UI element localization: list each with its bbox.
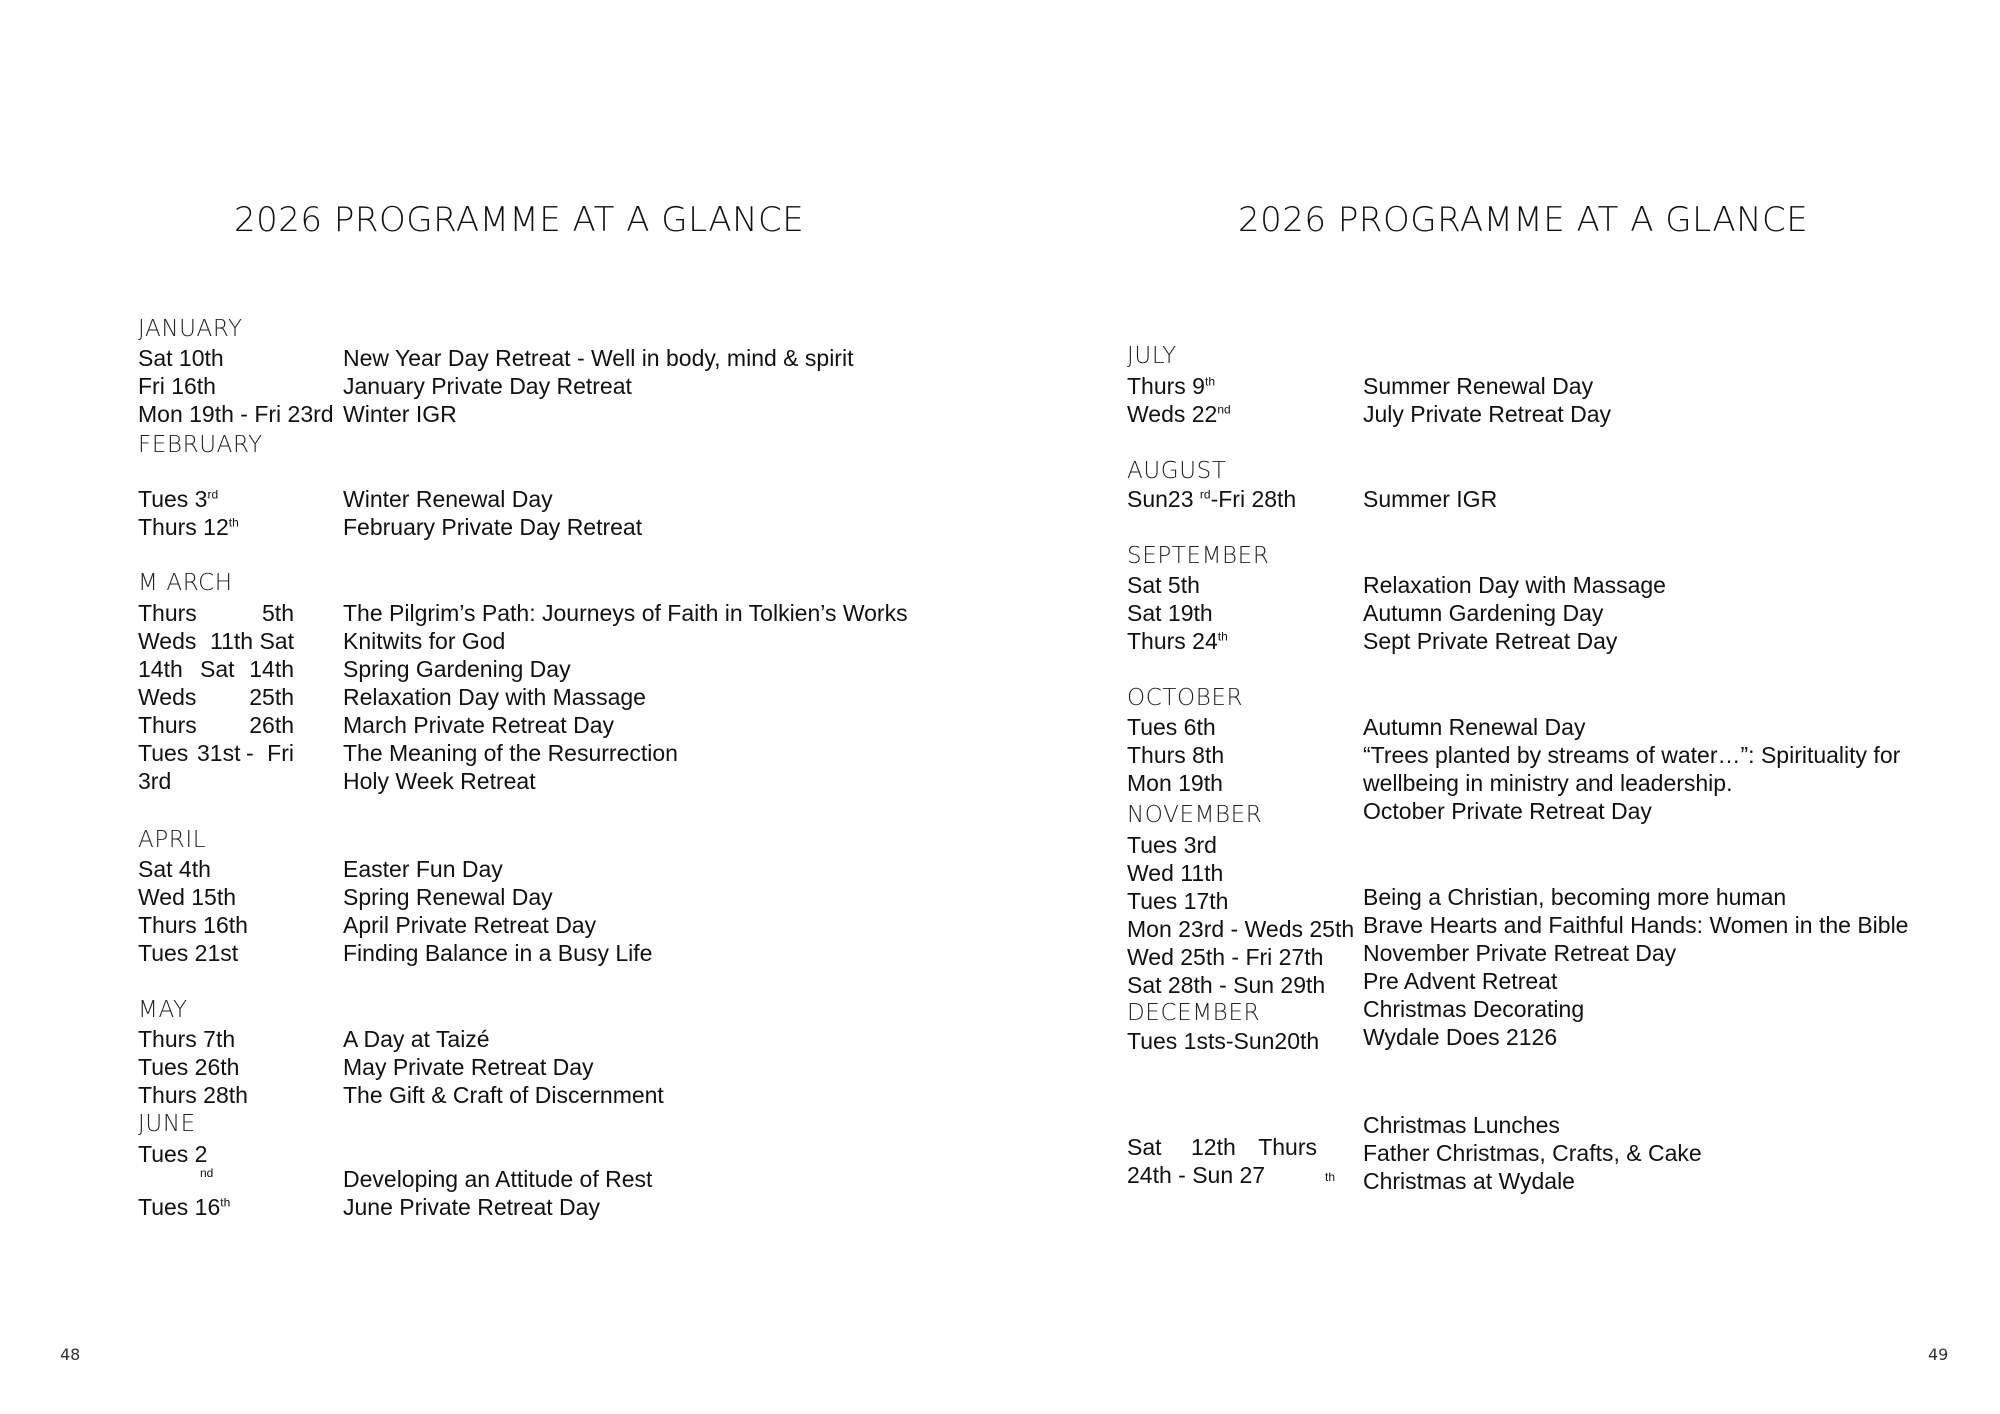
event-title: Pre Advent Retreat	[1363, 968, 1558, 994]
event-title: May Private Retreat Day	[343, 1054, 594, 1080]
month-heading-july: JULY	[1127, 343, 1177, 369]
event-date: Sat 12th Thurs	[1127, 1134, 1317, 1160]
event-date: Wed 25th - Fri 27th	[1127, 944, 1324, 970]
event-date: Weds 22nd	[1127, 401, 1231, 427]
event-title: Spring Renewal Day	[343, 884, 553, 910]
event-title: The Pilgrim’s Path: Journeys of Faith in Tolkien’s Works	[343, 600, 908, 626]
event-title: Autumn Renewal Day	[1363, 714, 1586, 740]
event-title: The Gift & Craft of Discernment	[343, 1082, 664, 1108]
event-title: Sept Private Retreat Day	[1363, 628, 1618, 654]
event-title: Knitwits for God	[343, 628, 506, 654]
event-title: April Private Retreat Day	[343, 912, 597, 938]
event-title: Winter Renewal Day	[343, 486, 553, 512]
event-date: Tues 6th	[1127, 714, 1216, 740]
event-date: 14th Sat 14th	[138, 656, 294, 682]
event-title: Developing an Attitude of Rest	[343, 1166, 653, 1192]
event-title: Brave Hearts and Faithful Hands: Women in the Bible	[1363, 912, 1909, 938]
event-title: Holy Week Retreat	[343, 768, 536, 794]
page-number: 48	[60, 1345, 81, 1364]
event-title: July Private Retreat Day	[1363, 401, 1611, 427]
event-date: Thurs 9th	[1127, 373, 1215, 399]
month-heading-august: AUGUST	[1127, 458, 1227, 484]
event-date: Thurs 8th	[1127, 742, 1225, 768]
event-date: 3rd	[138, 768, 172, 794]
event-date: Mon 23rd - Weds 25th	[1127, 916, 1355, 942]
event-title: Winter IGR	[343, 401, 457, 427]
event-date: Fri 16th	[138, 373, 216, 399]
event-title: Finding Balance in a Busy Life	[343, 940, 653, 966]
event-title: The Meaning of the Resurrection	[343, 740, 678, 766]
event-title: March Private Retreat Day	[343, 712, 614, 738]
event-title: January Private Day Retreat	[343, 373, 632, 399]
month-heading-december: DECEMBER	[1127, 1000, 1261, 1026]
event-title: “Trees planted by streams of water…”: Spirituality for	[1363, 742, 1901, 768]
event-title: Summer Renewal Day	[1363, 373, 1594, 399]
event-date: Mon 19th - Fri 23rd	[138, 401, 334, 427]
month-heading-february: FEBRUARY	[138, 432, 263, 458]
event-date: Weds 25th	[138, 684, 294, 710]
event-date: Tues 2	[138, 1141, 208, 1167]
month-heading-april: APRIL	[138, 827, 207, 853]
event-date: Tues 26th	[138, 1054, 240, 1080]
event-date: Weds 11th Sat	[138, 628, 294, 654]
event-title: Spring Gardening Day	[343, 656, 571, 682]
event-title: June Private Retreat Day	[343, 1194, 600, 1220]
date-superscript: nd	[200, 1166, 214, 1180]
event-date: Tues 3rd	[1127, 832, 1217, 858]
event-date: Tues 31st - Fri	[138, 740, 294, 766]
event-title: Christmas Decorating	[1363, 996, 1585, 1022]
event-title: Easter Fun Day	[343, 856, 503, 882]
event-title: Relaxation Day with Massage	[343, 684, 646, 710]
event-date: Thurs 24th	[1127, 628, 1228, 654]
event-title: Autumn Gardening Day	[1363, 600, 1604, 626]
page-title: 2026 PROGRAMME AT A GLANCE	[234, 200, 805, 240]
event-date: Tues 21st	[138, 940, 239, 966]
event-date: Tues 17th	[1127, 888, 1229, 914]
event-date: Thurs 5th	[138, 600, 294, 626]
month-heading-january: JANUARY	[138, 316, 243, 342]
event-date: Thurs 7th	[138, 1026, 236, 1052]
month-heading-november: NOVEMBER	[1127, 802, 1263, 828]
event-title: Wydale Does 2126	[1363, 1024, 1558, 1050]
event-date: Wed 15th	[138, 884, 237, 910]
month-heading-june: JUNE	[138, 1111, 196, 1137]
event-date: Sat 5th	[1127, 572, 1200, 598]
event-title: February Private Day Retreat	[343, 514, 643, 540]
date-superscript: th	[1325, 1170, 1336, 1184]
event-title: Being a Christian, becoming more human	[1363, 884, 1787, 910]
event-date: Tues 16th	[138, 1194, 231, 1220]
event-title: Father Christmas, Crafts, & Cake	[1363, 1140, 1702, 1166]
event-date: Thurs 12th	[138, 514, 239, 540]
event-date: Tues 1sts-Sun20th	[1127, 1028, 1320, 1054]
event-date: Sat 4th	[138, 856, 211, 882]
month-heading-may: MAY	[138, 997, 188, 1023]
event-title: A Day at Taizé	[343, 1026, 490, 1052]
event-date: Sat 28th - Sun 29th	[1127, 972, 1326, 998]
month-heading-march: M ARCH	[138, 570, 233, 596]
month-heading-september: SEPTEMBER	[1127, 543, 1270, 569]
event-date: Mon 19th	[1127, 770, 1223, 796]
right-page	[1000, 0, 2000, 1414]
month-heading-october: OCTOBER	[1127, 685, 1244, 711]
event-title-continued: wellbeing in ministry and leadership.	[1363, 770, 1733, 796]
event-date: 24th - Sun 27	[1127, 1162, 1266, 1188]
page-title: 2026 PROGRAMME AT A GLANCE	[1238, 200, 1809, 240]
event-date: Tues 3rd	[138, 486, 219, 512]
event-date: Wed 11th	[1127, 860, 1224, 886]
event-date: Sat 19th	[1127, 600, 1213, 626]
event-title: New Year Day Retreat - Well in body, mind & spirit	[343, 345, 854, 371]
event-title: Relaxation Day with Massage	[1363, 572, 1666, 598]
event-title: Christmas at Wydale	[1363, 1168, 1575, 1194]
event-title: Christmas Lunches	[1363, 1112, 1560, 1138]
event-title: October Private Retreat Day	[1363, 798, 1652, 824]
event-date: Thurs 16th	[138, 912, 248, 938]
event-title: November Private Retreat Day	[1363, 940, 1677, 966]
event-title: Summer IGR	[1363, 486, 1498, 512]
event-date: Thurs 28th	[138, 1082, 248, 1108]
event-date: Thurs 26th	[138, 712, 294, 738]
page-number: 49	[1928, 1345, 1949, 1364]
event-date: Sun23 $^{rd}$-Fri 28th	[1127, 486, 1297, 512]
event-date: Sat 10th	[138, 345, 224, 371]
